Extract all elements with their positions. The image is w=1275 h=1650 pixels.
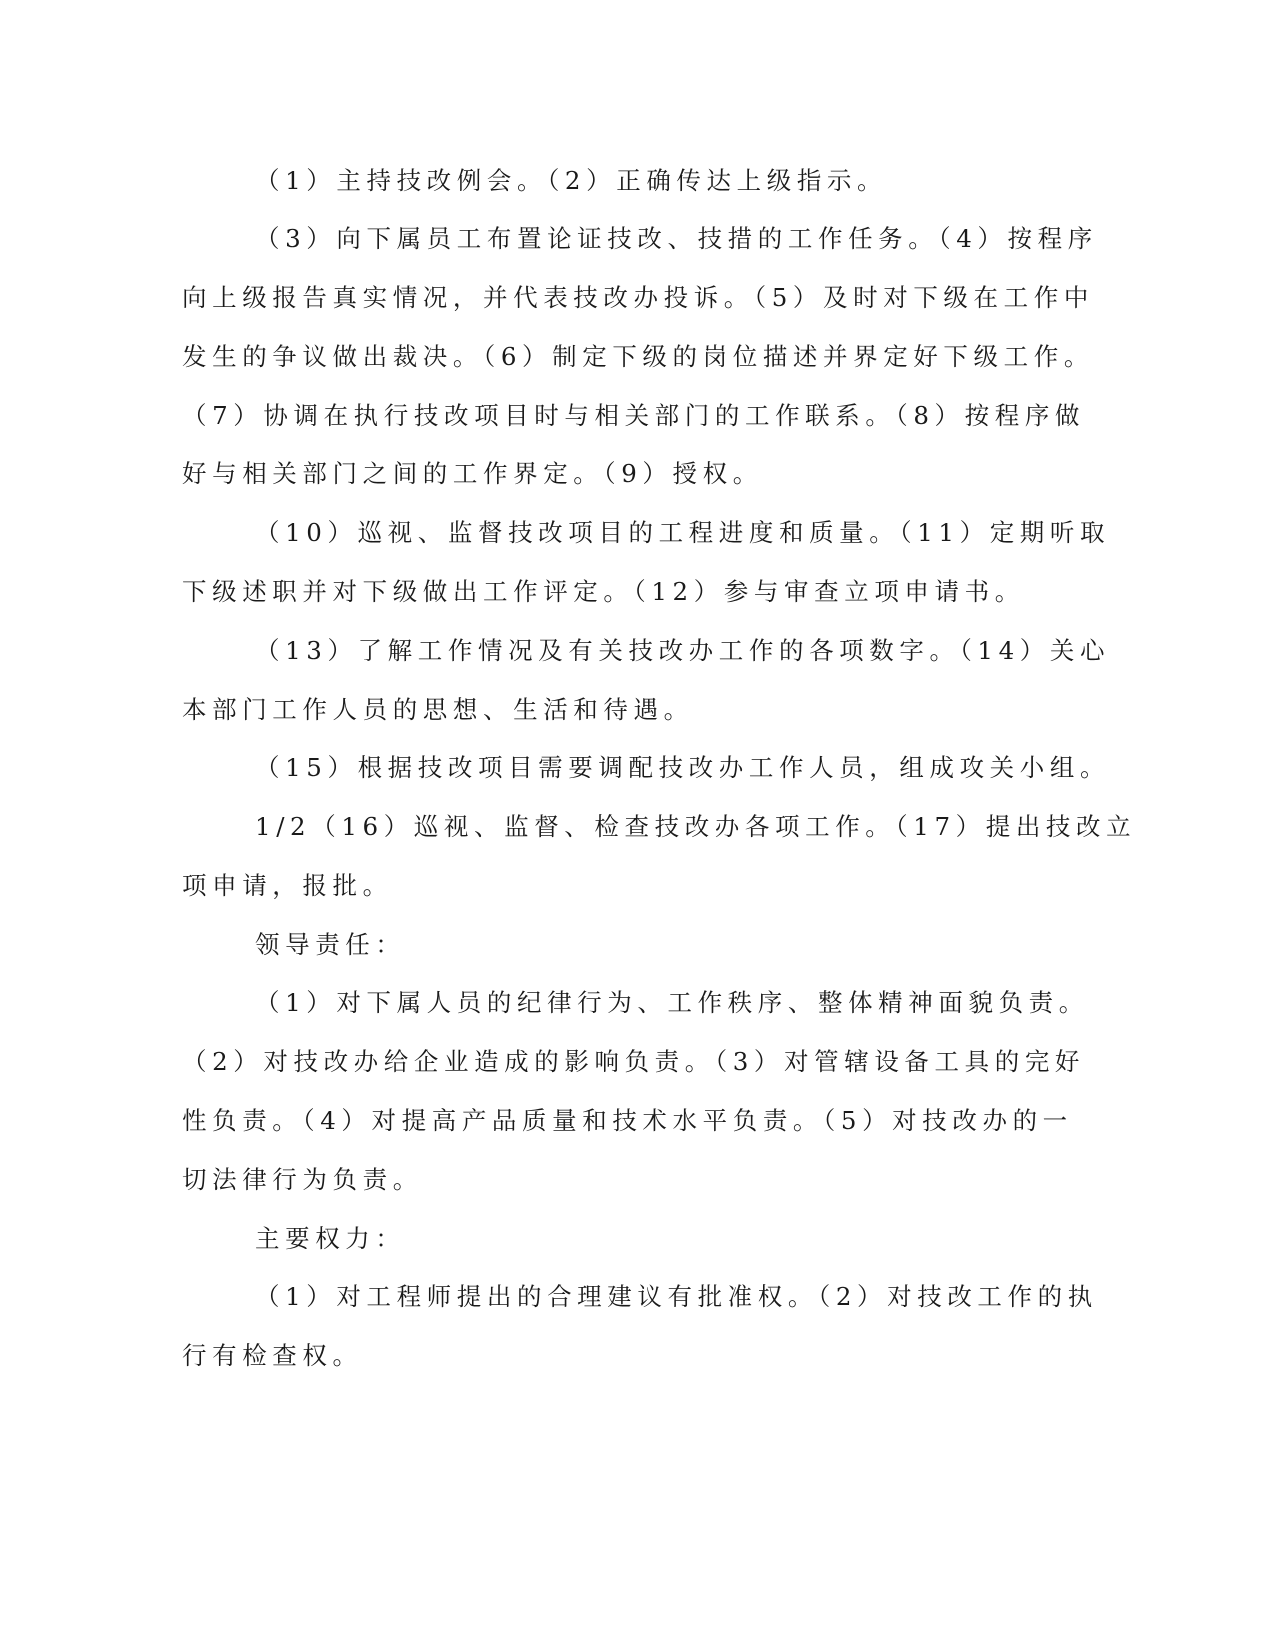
paragraph-line: 项申请，报批。 (182, 871, 393, 900)
paragraph-line: 切法律行为负责。 (182, 1165, 423, 1194)
paragraph-line: （2）对技改办给企业造成的影响负责。（3）对管辖设备工具的完好 (182, 1047, 1086, 1076)
section-heading: 主要权力： (255, 1224, 406, 1253)
paragraph-line: （10）巡视、监督技改项目的工程进度和质量。（11）定期听取 (255, 518, 1111, 547)
paragraph-line: 下级述职并对下级做出工作评定。（12）参与审查立项申请书。 (182, 577, 1025, 606)
paragraph-line: （1）主持技改例会。（2）正确传达上级指示。 (255, 166, 888, 195)
paragraph-line: （1）对下属人员的纪律行为、工作秩序、整体精神面貌负责。 (255, 988, 1089, 1017)
paragraph-line: （15）根据技改项目需要调配技改办工作人员，组成攻关小组。 (255, 753, 1111, 782)
paragraph-line: （3）向下属员工布置论证技改、技措的工作任务。（4）按程序 (255, 224, 1098, 253)
paragraph-line: （13）了解工作情况及有关技改办工作的各项数字。（14）关心 (255, 636, 1111, 665)
paragraph-line: 1/2（16）巡视、监督、检查技改办各项工作。（17）提出技改立 (255, 812, 1137, 841)
paragraph-line: （1）对工程师提出的合理建议有批准权。（2）对技改工作的执 (255, 1282, 1098, 1311)
paragraph-line: 性负责。（4）对提高产品质量和技术水平负责。（5）对技改办的一 (182, 1106, 1073, 1135)
paragraph-line: 本部门工作人员的思想、生活和待遇。 (182, 695, 694, 724)
paragraph-line: 向上级报告真实情况，并代表技改办投诉。（5）及时对下级在工作中 (182, 283, 1094, 312)
section-heading: 领导责任： (255, 930, 406, 959)
paragraph-line: 行有检查权。 (182, 1341, 363, 1370)
paragraph-line: 发生的争议做出裁决。（6）制定下级的岗位描述并界定好下级工作。 (182, 342, 1094, 371)
paragraph-line: （7）协调在执行技改项目时与相关部门的工作联系。（8）按程序做 (182, 401, 1086, 430)
paragraph-line: 好与相关部门之间的工作界定。（9）授权。 (182, 459, 763, 488)
